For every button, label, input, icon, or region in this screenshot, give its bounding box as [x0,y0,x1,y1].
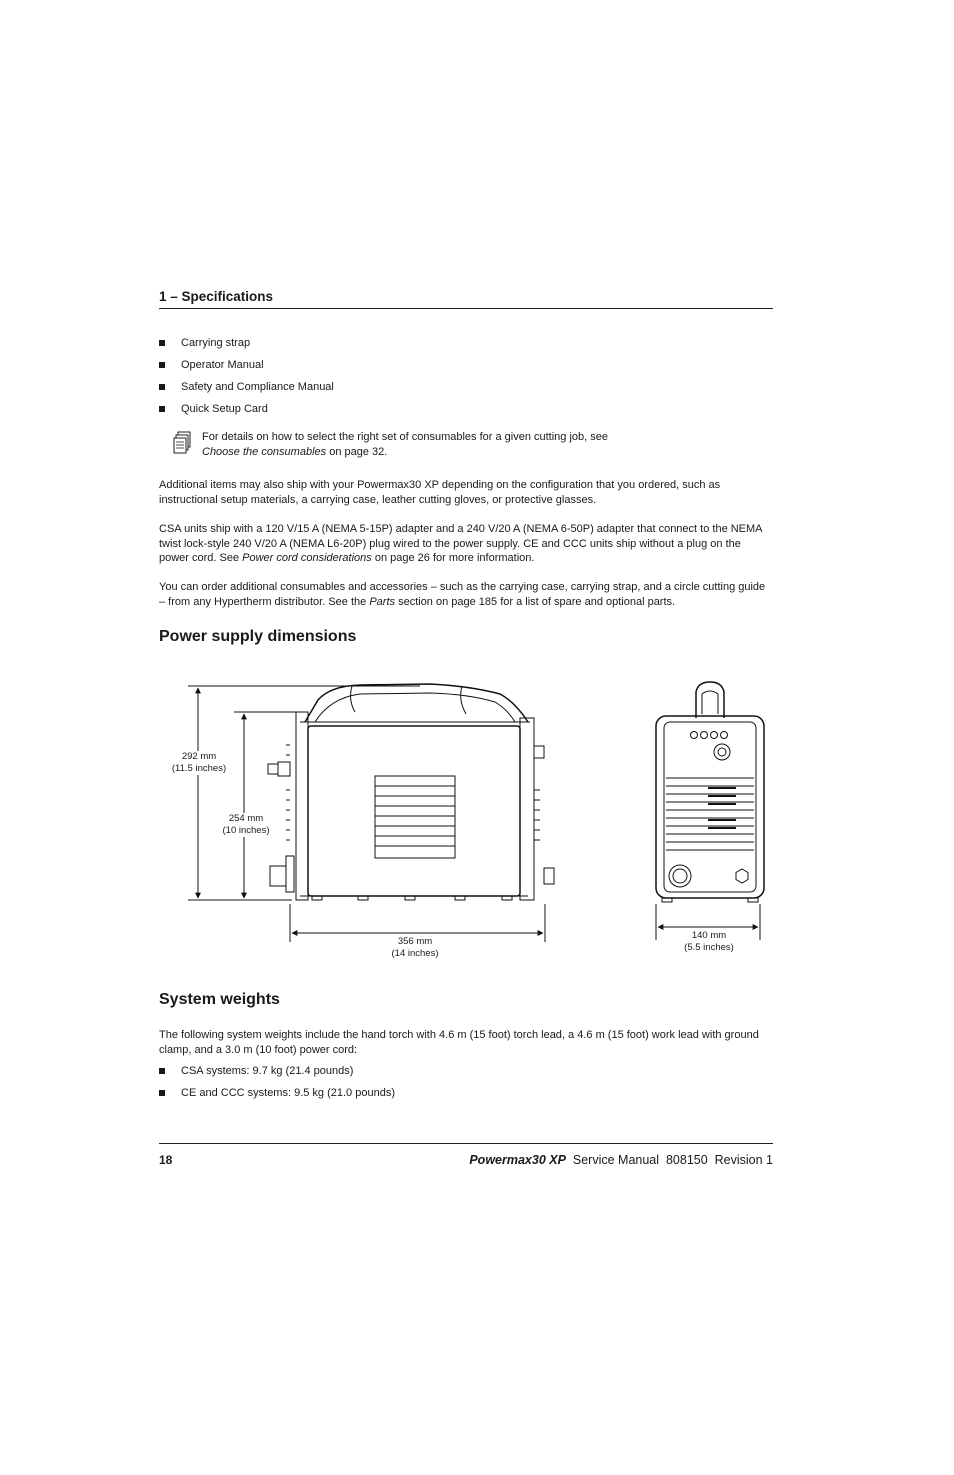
list-item: Quick Setup Card [159,401,759,423]
list-item: CE and CCC systems: 9.5 kg (21.0 pounds) [159,1085,759,1107]
footer-document-info [469,1153,773,1167]
note-line: For details on how to select the right set of consumables for a given cutting job, see [202,431,609,443]
power-cord-link[interactable]: Power cord considerations [242,552,372,564]
weights-intro: The following system weights include the hand torch with 4.6 m (15 foot) torch lead, a 4.6 m (15 foot) work lead with ground clamp, and a 3.0 m (10 foot) power cord: [159,1029,759,1056]
csa-text-end: on page 26 for more information. [371,552,535,564]
width-mm: 140 mm [691,930,727,941]
body-height-label [213,813,279,837]
overall-height-label [158,751,240,775]
order-text: You can order additional consumables and accessories – such as the carrying case, carrying strap, and a circle cutting guide – from any Hypertherm distributor. See the [159,581,766,608]
choose-consumables-link[interactable]: Choose the consumables [202,446,327,458]
note-suffix: on page 32. [326,446,388,458]
additional-items-paragraph: Additional items may also ship with your Powermax30 XP depending on the configuration that you ordered, such as instructional setup materials, a carrying case, leather cutting gloves, or protective glasses. [159,479,721,506]
header-rule [159,308,773,309]
length-label [370,936,460,960]
length-in: (14 inches) [391,948,439,959]
width-label [664,930,754,954]
parts-link[interactable]: Parts [369,595,396,608]
consumables-note [202,430,722,460]
included-items-list [159,335,759,423]
list-item: Safety and Compliance Manual [159,379,759,401]
csa-paragraph [159,522,773,566]
document-stack-icon [172,431,192,455]
list-item: Carrying strap [159,335,759,357]
product-name: Powermax30 XP [469,1153,566,1167]
weights-heading: System weights [159,991,280,1008]
manual-info: Service Manual 808150 Revision 1 [565,1153,773,1167]
csa-text: CSA units ship with a 120 V/15 A (NEMA 5-15P) adapter and a 240 V/20 A (NEMA 6-50P) adapter that connect to the NEMA twist lock-style 240 V/20 A (NEMA L6-20P) plug wired to the power supply. CE and CCC units ship without a plug on the power cord. See [159,523,762,564]
order-text-end: section on page 185 for a list of spare and optional parts. [395,595,676,608]
list-item: CSA systems: 9.7 kg (21.4 pounds) [159,1063,759,1085]
width-in: (5.5 inches) [684,942,734,953]
body-height-mm: 254 mm [228,813,264,824]
length-mm: 356 mm [397,936,433,947]
chapter-header: 1 – Specifications [159,289,274,304]
body-height-in: (10 inches) [222,825,270,836]
order-paragraph [159,580,773,609]
weights-list [159,1063,759,1107]
dimensions-heading: Power supply dimensions [159,628,357,645]
page-number: 18 [159,1153,173,1167]
overall-height-in: (11.5 inches) [171,763,227,774]
list-item: Operator Manual [159,357,759,379]
overall-height-mm: 292 mm [181,751,217,762]
footer-rule [159,1143,773,1144]
